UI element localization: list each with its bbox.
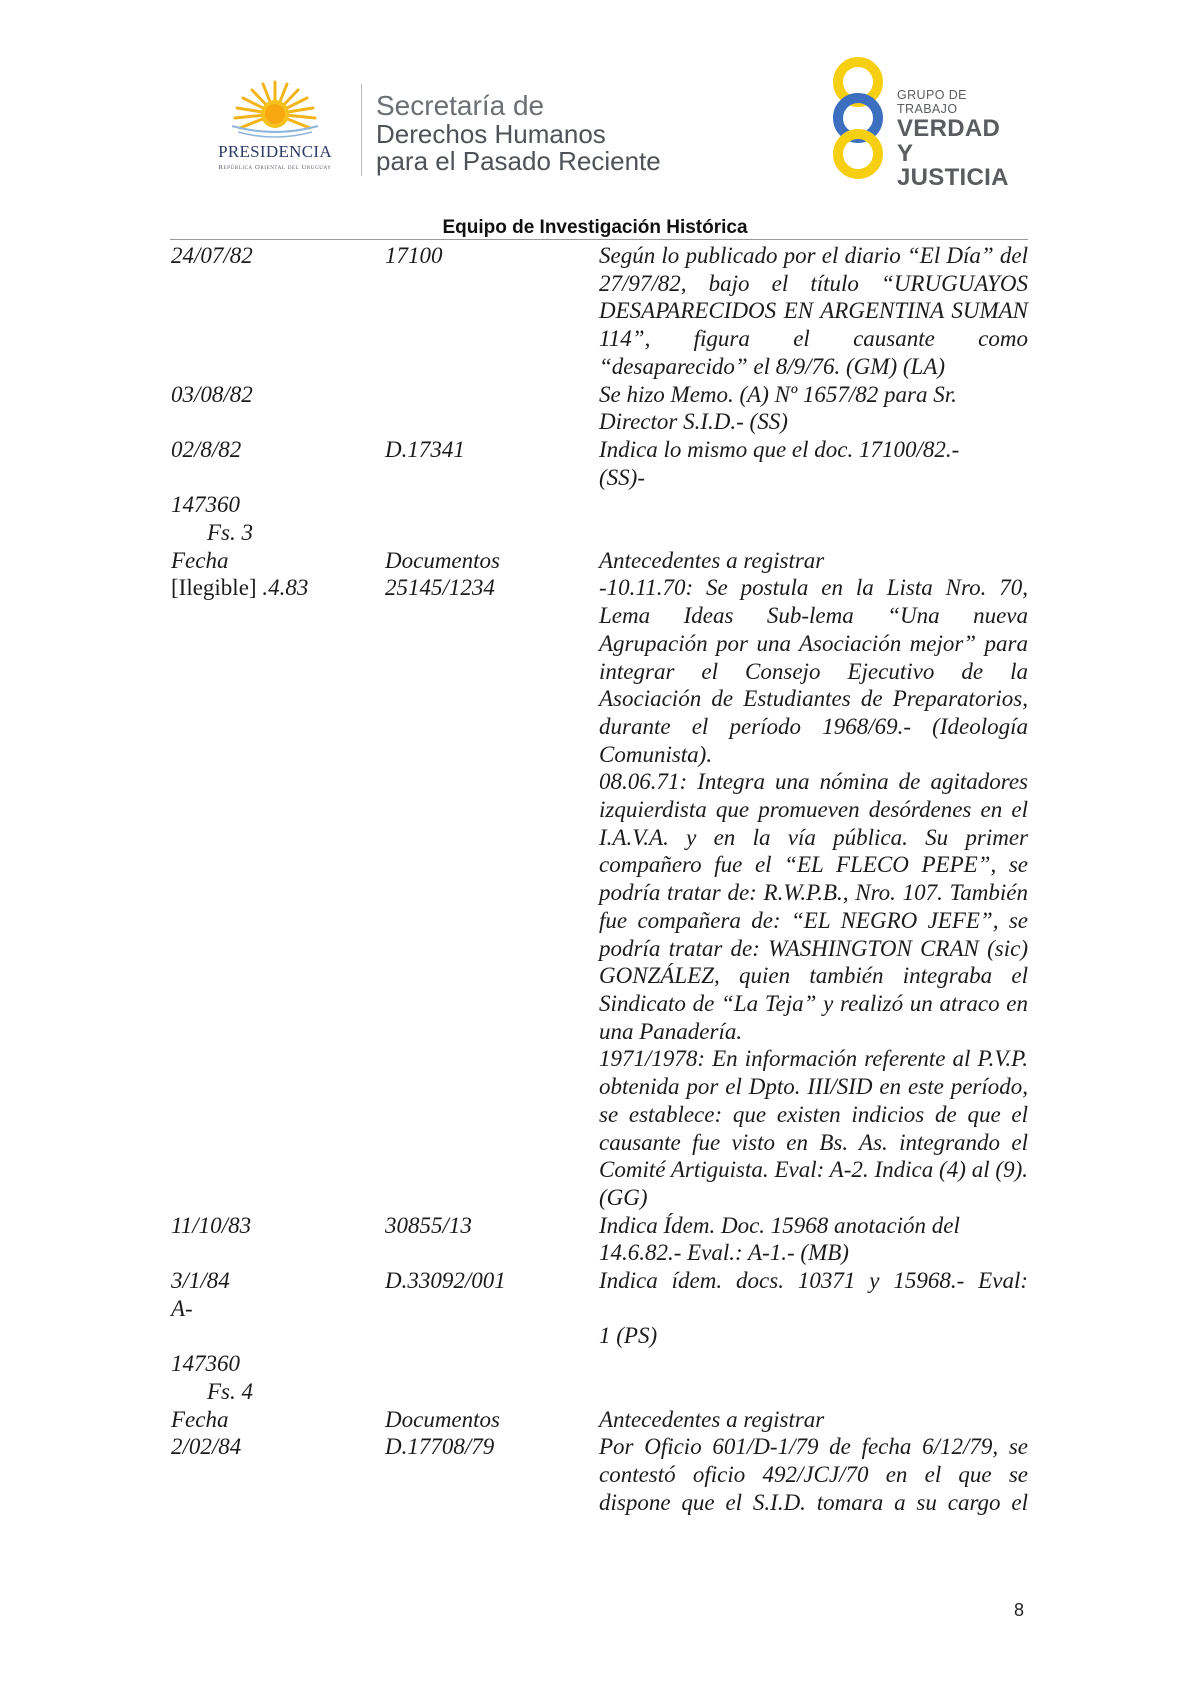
record-paragraph: -10.11.70: Se postula en la Lista Nro. 70, Lema Ideas Sub-lema “Una nueva Agrupación por una Asociación mejor” para integrar el Consejo Ejecutivo de la Asociación de Estudiantes de Preparatorios, durante el período 1968/69.- (Ideología Comunista).: [599, 575, 1028, 767]
table-row: [171, 1212, 1028, 1267]
sun-emblem-icon: [232, 80, 318, 142]
secretaria-line-2: Derechos Humanos: [376, 119, 606, 149]
header-antecedents: Antecedentes a registrar: [599, 547, 825, 573]
header-documents: Documentos: [385, 1406, 500, 1432]
header-documents: Documentos: [385, 547, 500, 573]
date-cell: 3/1/84: [171, 1268, 230, 1294]
folio-number: 147360: [171, 492, 240, 518]
header-divider: [361, 84, 362, 176]
grupo-trabajo-text: [897, 88, 1022, 190]
verdad-justicia-logo: [822, 56, 1022, 191]
record-text-cell: Indica Ídem. Doc. 15968 anotación del 14.6.82.- Eval.: A-1.- (MB): [599, 1212, 960, 1266]
header-date: Fecha: [171, 547, 229, 573]
date-cell: 02/8/82: [171, 436, 242, 462]
document-cell: D.33092/001: [385, 1268, 506, 1294]
blank-line: [599, 1295, 1028, 1323]
table-row: [171, 574, 1028, 1211]
table-row: [171, 381, 1028, 436]
record-text-cell: Indica ídem. docs. 10371 y 15968.- Eval:: [599, 1268, 1028, 1294]
presidencia-subtitle: República Oriental del Uruguay: [218, 164, 332, 171]
date-cell: [171, 574, 385, 602]
folio-page: Fs. 3: [207, 520, 253, 546]
linked-rings-icon: [822, 56, 894, 180]
table-row: [171, 1433, 1028, 1516]
grupo-trabajo-line-3: JUSTICIA: [897, 164, 1009, 191]
date-cell: 03/08/82: [171, 381, 253, 407]
records-table: [171, 242, 1028, 1516]
date-suffix: .4.83: [256, 575, 309, 601]
document-cell: 25145/1234: [385, 575, 495, 601]
document-cell: D.17708/79: [385, 1434, 495, 1460]
record-text-cell: Indica lo mismo que el doc. 17100/82.- (SS)-: [599, 436, 960, 490]
table-row: [171, 436, 1028, 491]
grupo-trabajo-line-1: GRUPO DE TRABAJO: [897, 88, 967, 116]
table-row: [171, 242, 1028, 381]
record-text-cell: [599, 574, 1028, 1211]
header-antecedents: Antecedentes a registrar: [599, 1406, 825, 1432]
folio-page: Fs. 4: [207, 1378, 253, 1404]
table-row: [171, 1267, 1028, 1350]
presidencia-name: PRESIDENCIA: [218, 142, 332, 161]
grupo-trabajo-line-2: VERDAD Y: [897, 115, 1001, 167]
folio-row: [171, 1350, 1028, 1405]
team-title: Equipo de Investigación Histórica: [442, 217, 748, 238]
record-text-cell: Se hizo Memo. (A) Nº 1657/82 para Sr. Director S.I.D.- (SS): [599, 381, 957, 435]
secretaria-logo-text: [376, 90, 661, 175]
record-text-cell: Según lo publicado por el diario “El Día” del 27/97/82, bajo el título “URUGUAYOS DESAPARECIDOS EN ARGENTINA SUMAN 114”, figura el causante como “desaparecido” el 8/9/76. (GM) (LA): [599, 243, 1028, 379]
date-cell: 11/10/83: [171, 1212, 252, 1238]
record-paragraph: 1971/1978: En información referente al P.V.P. obtenida por el Dpto. III/SID en este período, se establece: que existen indicios de que el causante fue visto en Bs. As. integrando el Comité Artiguista. Eval: A-2. Indica (4) al (9). (GG): [599, 1046, 1028, 1210]
folio-number: 147360: [171, 1351, 240, 1377]
record-text-cell: Por Oficio 601/D-1/79 de fecha 6/12/79, se contestó oficio 492/JCJ/70 en el que se dispone que el S.I.D. tomara a su cargo el: [599, 1434, 1028, 1515]
document-cell: 30855/13: [385, 1212, 472, 1238]
header-rule: [170, 239, 1028, 240]
document-cell: 17100: [385, 243, 443, 268]
presidencia-logo: [196, 80, 354, 178]
date-cell: 2/02/84: [171, 1434, 242, 1460]
folio-row: [171, 491, 1028, 546]
page-number: 8: [1014, 1600, 1025, 1620]
secretaria-line-3: para el Pasado Reciente: [376, 146, 661, 176]
record-paragraph: 08.06.71: Integra una nómina de agitadores izquierdista que promueven desórdenes en el I.A.V.A. y en la vía pública. Su primer compañero fue el “EL FLECO PEPE”, se podría tratar de: R.W.P.B., Nro. 107. También fue compañera de: “EL NEGRO JEFE”, se podría tratar de: WASHINGTON CRAN (sic) GONZÁLEZ, quien también integraba el Sindicato de “La Teja” y realizó un atraco en una Panadería.: [599, 769, 1028, 1044]
record-text-continuation: 1 (PS): [599, 1323, 658, 1349]
date-cell: 24/07/82: [171, 243, 253, 268]
illegible-mark: [Ilegible]: [171, 575, 257, 601]
column-header-row: [171, 1406, 1028, 1434]
column-header-row: [171, 547, 1028, 575]
date-continuation: A-: [171, 1295, 193, 1321]
secretaria-line-1: Secretaría de: [376, 90, 545, 121]
header-date: Fecha: [171, 1406, 229, 1432]
document-cell: D.17341: [385, 436, 465, 462]
